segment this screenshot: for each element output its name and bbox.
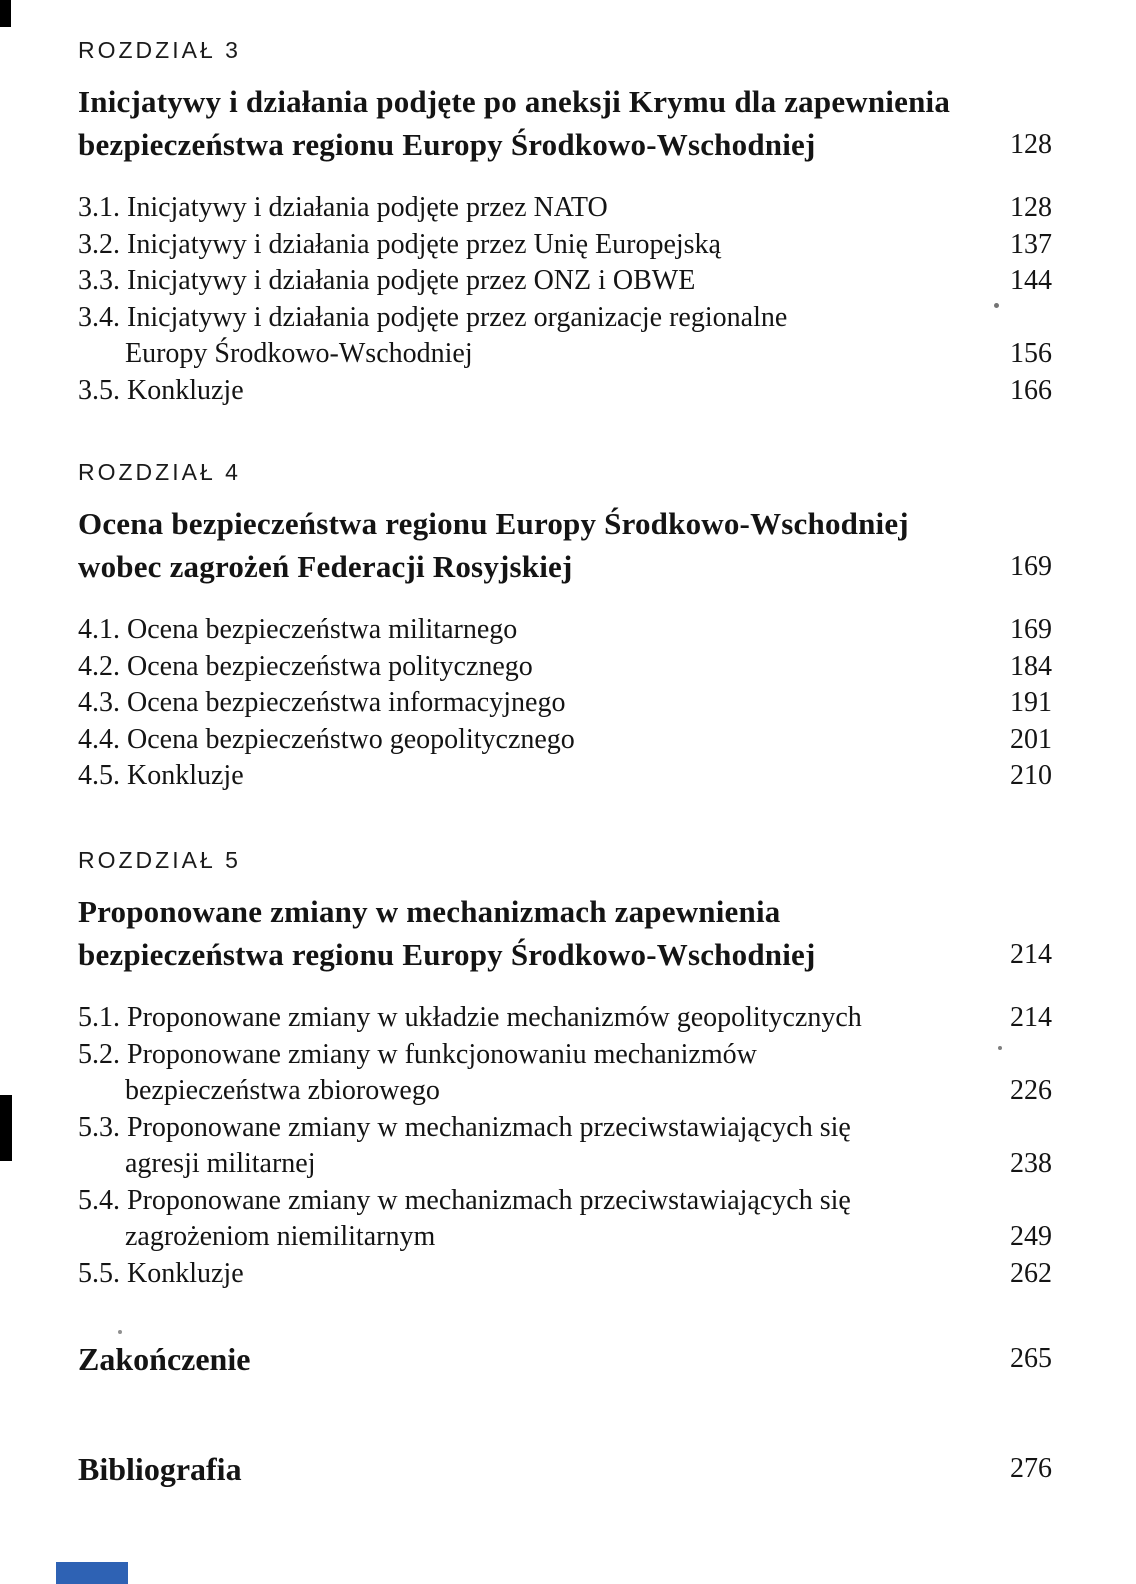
scan-artifact-top-left-bar (0, 0, 11, 27)
toc-entry-page-number: 249 (1010, 1221, 1052, 1252)
toc-entry-page-number: 137 (1010, 228, 1052, 260)
chapter-title-line: bezpieczeństwa regionu Europy Środkowo-Wschodniej (78, 937, 816, 972)
toc-entry-page-number: 201 (1010, 723, 1052, 755)
toc-entry (78, 300, 1052, 373)
chapter-title-line: Ocena bezpieczeństwa regionu Europy Środkowo-Wschodniej (78, 506, 909, 541)
toc-entry-line: agresji militarnej (125, 1148, 316, 1179)
toc-entry-text (78, 685, 565, 722)
chapter-title-line: wobec zagrożeń Federacji Rosyjskiej (78, 549, 573, 584)
toc-entry-text (78, 190, 608, 227)
toc-entry-page-number: 214 (1010, 1002, 1052, 1033)
toc-entry-line: 3.4. Inicjatywy i działania podjęte przez organizacje regionalne (78, 301, 788, 333)
toc-entry-text (78, 649, 533, 686)
toc-entry (78, 373, 1052, 410)
toc-entry-line: 5.5. Konkluzje (78, 1257, 244, 1289)
toc-entry-line: 5.4. Proponowane zmiany w mechanizmach przeciwstawiających się (78, 1184, 851, 1216)
toc-entry (78, 1037, 1052, 1110)
toc-entry-line: 4.4. Ocena bezpieczeństwo geopolitycznego (78, 723, 575, 755)
toc-entry-text (78, 373, 244, 410)
toc-entry-text (78, 1037, 757, 1110)
toc-entry-page-number: 262 (1010, 1257, 1052, 1289)
toc-entry (78, 1110, 1052, 1183)
scan-artifact-blue-bar (56, 1562, 128, 1584)
toc-entry-line: 3.1. Inicjatywy i działania podjęte przez NATO (78, 192, 608, 223)
back-matter-entry (78, 1338, 1052, 1380)
toc-entry-line: 3.2. Inicjatywy i działania podjęte przez Unię Europejską (78, 228, 721, 260)
toc-entry-text (78, 1110, 851, 1183)
toc-entry-line: bezpieczeństwa zbiorowego (125, 1075, 440, 1106)
chapter-title (78, 502, 909, 588)
back-matter-entry (78, 1448, 1052, 1490)
back-matter-title: Bibliografia (78, 1451, 242, 1487)
chapter-label: ROZDZIAŁ 3 (78, 37, 241, 63)
back-matter-title: Zakończenie (78, 1341, 251, 1377)
toc-entry-text (78, 722, 575, 759)
toc-entry-line: 4.1. Ocena bezpieczeństwa militarnego (78, 614, 518, 645)
chapter-label: ROZDZIAŁ 4 (78, 459, 241, 485)
toc-entry-line: 4.5. Konkluzje (78, 760, 244, 791)
chapter-title (78, 890, 816, 976)
chapter-section-3 (78, 36, 1052, 409)
toc-entry (78, 649, 1052, 686)
chapter-title-row (78, 80, 1052, 166)
back-matter-page-number: 265 (1010, 1343, 1052, 1374)
toc-entry (78, 190, 1052, 227)
toc-entry-page-number: 184 (1010, 650, 1052, 682)
toc-entry-text (78, 612, 517, 649)
toc-entry-text (78, 263, 695, 300)
scan-artifact-left-edge-bar (0, 1095, 12, 1161)
toc-entry-text (78, 1183, 851, 1256)
chapter-title (78, 80, 950, 166)
back-matter-page-number: 276 (1010, 1453, 1052, 1484)
chapter-title-row (78, 890, 1052, 976)
toc-entry-line: 3.5. Konkluzje (78, 374, 244, 406)
toc-entry-line: 5.3. Proponowane zmiany w mechanizmach przeciwstawiających się (78, 1111, 851, 1143)
toc-entry (78, 263, 1052, 300)
toc-entry-page-number: 210 (1010, 760, 1052, 791)
scan-speck (998, 1046, 1002, 1050)
chapter-title-line: bezpieczeństwa regionu Europy Środkowo-Wschodniej (78, 127, 816, 162)
toc-entry-text (78, 227, 721, 264)
toc-entry-text (78, 300, 787, 373)
chapter-title-line: Inicjatywy i działania podjęte po aneksji Krymu dla zapewnienia (78, 84, 951, 119)
toc-entry-page-number: 191 (1010, 687, 1052, 718)
toc-entry (78, 1000, 1052, 1037)
toc-entry-text (78, 1000, 862, 1037)
toc-entry-page-number: 144 (1010, 265, 1052, 296)
toc-entry-line: 5.1. Proponowane zmiany w układzie mechanizmów geopolitycznych (78, 1002, 862, 1033)
toc-entry-line: 4.2. Ocena bezpieczeństwa politycznego (78, 650, 533, 682)
toc-entry-line: 3.3. Inicjatywy i działania podjęte przez ONZ i OBWE (78, 265, 696, 296)
toc-entry-page-number: 166 (1010, 374, 1052, 406)
toc-entry (78, 685, 1052, 722)
toc-entry-page-number: 156 (1010, 338, 1052, 369)
chapter-title-row (78, 502, 1052, 588)
toc-entry-text (78, 1256, 244, 1293)
chapter-section-4 (78, 458, 1052, 795)
chapter-page-number: 169 (1010, 551, 1052, 582)
chapter-page-number: 214 (1010, 939, 1052, 970)
toc-entry-line: Europy Środkowo-Wschodniej (125, 338, 473, 369)
toc-entry-line: 5.2. Proponowane zmiany w funkcjonowaniu mechanizmów (78, 1038, 757, 1070)
chapter-label: ROZDZIAŁ 5 (78, 847, 241, 873)
toc-entry (78, 612, 1052, 649)
toc-entry (78, 1256, 1052, 1293)
toc-entry-page-number: 226 (1010, 1075, 1052, 1106)
scan-speck (994, 303, 999, 308)
toc-entry (78, 227, 1052, 264)
toc-entry (78, 722, 1052, 759)
toc-entry-line: zagrożeniom niemilitarnym (125, 1221, 436, 1252)
scan-speck (118, 1330, 122, 1334)
chapter-page-number: 128 (1010, 129, 1052, 160)
toc-entry-text (78, 758, 244, 795)
chapter-section-5 (78, 846, 1052, 1292)
toc-entry-line: 4.3. Ocena bezpieczeństwa informacyjnego (78, 687, 566, 718)
toc-entry-page-number: 128 (1010, 192, 1052, 223)
toc-entry (78, 1183, 1052, 1256)
toc-entry-page-number: 169 (1010, 614, 1052, 645)
chapter-title-line: Proponowane zmiany w mechanizmach zapewnienia (78, 894, 781, 929)
toc-entry-page-number: 238 (1010, 1148, 1052, 1179)
toc-entry (78, 758, 1052, 795)
